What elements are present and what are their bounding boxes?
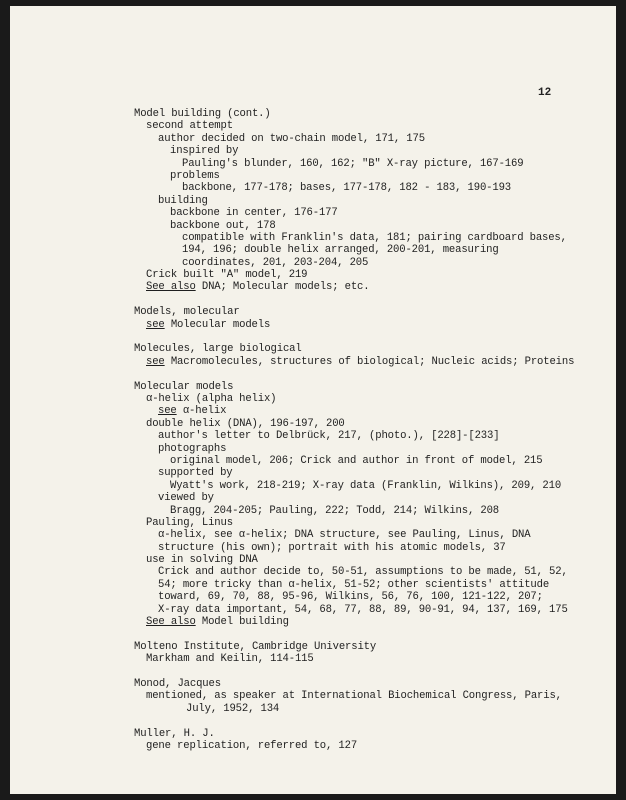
entry-spacer [134,715,604,727]
cross-reference-label: see [146,318,165,331]
index-subentry [134,653,604,665]
index-entries [134,108,604,752]
entry-text: compatible with Franklin's data, 181; pairing cardboard bases, [182,231,567,244]
entry-text: supported by [158,467,233,480]
index-subentry [134,566,604,578]
entry-text: 54; more tricky than α-helix, 51-52; other scientists' attitude [158,578,550,591]
index-subentry [134,480,604,492]
entry-text: backbone out, 178 [170,219,276,232]
index-subentry [134,281,604,293]
entry-text: building [158,194,208,207]
entry-text: Molecular models [134,380,234,393]
entry-text: Crick and author decide to, 50-51, assumptions to be made, 51, 52, [158,566,568,579]
entry-text: mentioned, as speaker at International Biochemical Congress, Paris, [146,690,562,703]
index-subentry [134,579,604,591]
entry-text: α-helix [176,405,227,418]
entry-spacer [134,294,604,306]
index-subentry [134,257,604,269]
index-heading [134,381,604,393]
index-subentry [134,542,604,554]
index-subentry [134,232,604,244]
entry-text: 194, 196; double helix arranged, 200-201, measuring [182,244,499,257]
entry-text: original model, 206; Crick and author in front of model, 215 [170,454,543,467]
entry-text: Wyatt's work, 218-219; X-ray data (Franklin, Wilkins), 209, 210 [170,479,562,492]
index-subentry [134,455,604,467]
index-subentry [134,145,604,157]
entry-text: α-helix (alpha helix) [146,392,277,405]
index-subentry [134,443,604,455]
index-subentry [134,244,604,256]
index-subentry [134,591,604,603]
index-subentry [134,467,604,479]
index-subentry [134,182,604,194]
entry-text: Markham and Keilin, 114-115 [146,653,314,666]
cross-reference-label: see [146,355,165,368]
index-subentry [134,505,604,517]
entry-text: Models, molecular [134,306,240,319]
entry-text: Molecules, large biological [134,343,302,356]
entry-text: use in solving DNA [146,554,258,567]
entry-text: toward, 69, 70, 88, 95-96, Wilkins, 56, 76, 100, 121-122, 207; [158,591,543,604]
document-page [10,6,616,794]
entry-text: backbone, 177-178; bases, 177-178, 182 - 183, 190-193 [182,182,511,195]
index-subentry [134,604,604,616]
entry-text: Model building (cont.) [134,108,271,120]
cross-reference-label: See also [146,616,196,629]
index-subentry [134,430,604,442]
entry-text: Muller, H. J. [134,727,215,740]
entry-text: X-ray data important, 54, 68, 77, 88, 89, 90-91, 94, 137, 169, 175 [158,603,568,616]
entry-text: Pauling, Linus [146,516,233,529]
index-subentry [134,269,604,281]
index-subentry [134,158,604,170]
index-subentry [134,220,604,232]
entry-spacer [134,331,604,343]
entry-text: α-helix, see α-helix; DNA structure, see Pauling, Linus, DNA [158,529,531,542]
index-subentry [134,319,604,331]
index-subentry [134,207,604,219]
entry-text: author's letter to Delbrück, 217, (photo.), [228]-[233] [158,430,500,443]
cross-reference-label: see [158,405,177,418]
entry-text: inspired by [170,145,239,158]
index-heading [134,728,604,740]
entry-text: Monod, Jacques [134,677,221,690]
entry-text: structure (his own); portrait with his atomic models, 37 [158,541,506,554]
entry-text: Bragg, 204-205; Pauling, 222; Todd, 214; Wilkins, 208 [170,504,499,517]
entry-text: backbone in center, 176-177 [170,207,338,220]
index-heading [134,108,604,120]
entry-text: July, 1952, 134 [186,702,280,715]
index-heading [134,343,604,355]
page-number: 12 [538,87,552,99]
entry-text: Pauling's blunder, 160, 162; "B" X-ray picture, 167-169 [182,157,524,170]
index-subentry [134,120,604,132]
entry-text: Model building [195,616,289,629]
index-subentry [134,170,604,182]
index-subentry [134,517,604,529]
entry-text: double helix (DNA), 196-197, 200 [146,417,345,430]
index-heading [134,678,604,690]
entry-text: problems [170,169,220,182]
index-heading [134,306,604,318]
index-subentry [134,616,604,628]
entry-text: gene replication, referred to, 127 [146,739,358,752]
index-subentry [134,690,604,702]
index-subentry [134,703,604,715]
index-subentry [134,133,604,145]
entry-text: photographs [158,442,227,455]
entry-text: Macromolecules, structures of biological; Nucleic acids; Proteins [164,355,575,368]
entry-spacer [134,666,604,678]
index-subentry [134,554,604,566]
index-heading [134,641,604,653]
entry-spacer [134,368,604,380]
index-subentry [134,195,604,207]
entry-text: coordinates, 201, 203-204, 205 [182,256,369,269]
index-subentry [134,356,604,368]
entry-text: Crick built "A" model, 219 [146,269,308,282]
entry-text: DNA; Molecular models; etc. [195,281,370,294]
index-subentry [134,418,604,430]
index-subentry [134,529,604,541]
entry-text: Molteno Institute, Cambridge University [134,640,377,653]
cross-reference-label: See also [146,281,196,294]
index-subentry [134,492,604,504]
index-subentry [134,740,604,752]
entry-text: author decided on two-chain model, 171, 175 [158,132,425,145]
index-subentry [134,405,604,417]
entry-text: second attempt [146,120,233,133]
entry-text: viewed by [158,492,214,505]
entry-spacer [134,628,604,640]
index-subentry [134,393,604,405]
entry-text: Molecular models [164,318,271,331]
